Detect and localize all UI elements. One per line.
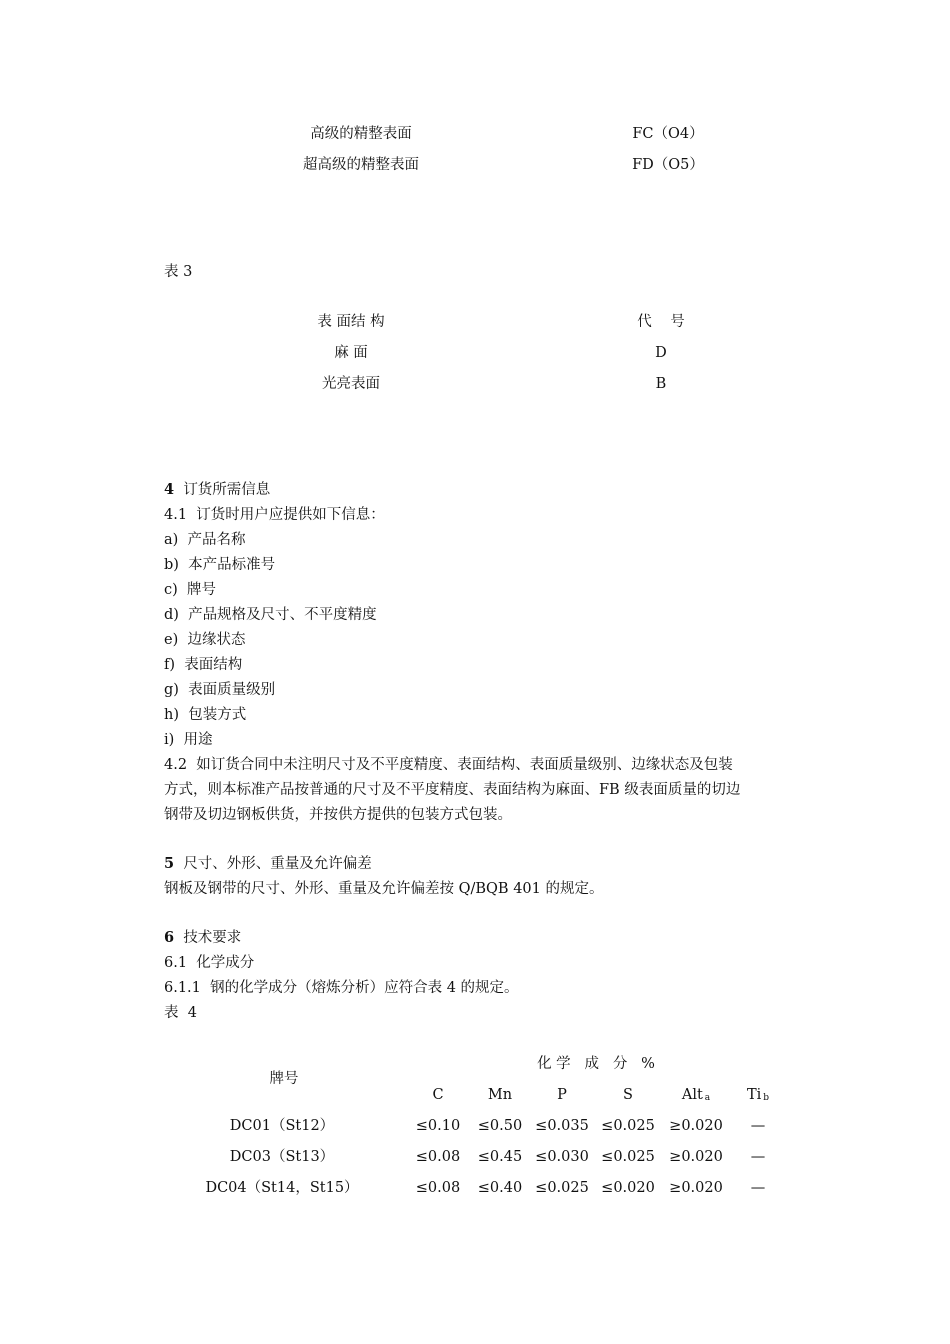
list-item: f) 表面结构 xyxy=(164,657,243,673)
section6-heading xyxy=(164,929,241,947)
clause-4-1: 4.1 订货时用户应提供如下信息： xyxy=(164,507,385,523)
table3-row-code: B xyxy=(655,376,667,392)
table-cell: ≤0.025 xyxy=(601,1149,655,1165)
list-item: h) 包装方式 xyxy=(164,707,247,723)
table-cell: — xyxy=(750,1180,766,1196)
table4-col-s: S xyxy=(623,1087,633,1103)
table-cell: — xyxy=(750,1118,766,1134)
section6-title: 技术要求 xyxy=(183,930,242,946)
section5-text: 钢板及钢带的尺寸、外形、重量及允许偏差按 Q/BQB 401 的规定。 xyxy=(164,881,604,897)
list-item: i) 用途 xyxy=(164,732,213,748)
clause-4-2-line: 方式，则本标准产品按普通的尺寸及不平度精度、表面结构为麻面、FB 级表面质量的切边 xyxy=(164,782,741,798)
table-cell: ≤0.020 xyxy=(601,1180,655,1196)
list-item: a) 产品名称 xyxy=(164,532,246,548)
list-item: d) 产品规格及尺寸、不平度精度 xyxy=(164,607,377,623)
table3-header-name: 表 面结 构 xyxy=(317,314,385,330)
clause-4-2-line: 4.2 如订货合同中未注明尺寸及不平度精度、表面结构、表面质量级别、边缘状态及包装 xyxy=(164,757,733,773)
table4-col-ti-label: Ti xyxy=(746,1087,762,1103)
table4-col-alt-label: Alt xyxy=(681,1087,703,1103)
section5-number: 5 xyxy=(164,855,175,872)
table-cell: ≥0.020 xyxy=(669,1149,723,1165)
table4-col-ti-footnote: b xyxy=(763,1093,770,1103)
clause-6-1: 6.1 化学成分 xyxy=(164,955,255,971)
table4-col-alt-footnote: a xyxy=(704,1093,711,1103)
table4-col-ti xyxy=(747,1086,769,1107)
table-cell: ≤0.40 xyxy=(477,1180,523,1196)
table3-row-code: D xyxy=(655,345,667,361)
list-item: g) 表面质量级别 xyxy=(164,682,276,698)
table4-label: 表 4 xyxy=(164,1005,197,1021)
table-cell: ≤0.50 xyxy=(477,1118,523,1134)
table2-row-code: FD（O5） xyxy=(632,157,704,173)
table4-row-grade: DC03（St13） xyxy=(229,1149,335,1165)
table-cell: ≤0.45 xyxy=(477,1149,523,1165)
table4-row-grade: DC01（St12） xyxy=(229,1118,335,1134)
section6-number: 6 xyxy=(164,929,175,946)
table-cell: ≤0.10 xyxy=(415,1118,461,1134)
clause-4-2-line: 钢带及切边钢板供货，并按供方提供的包装方式包装。 xyxy=(164,807,512,823)
table4-col-mn: Mn xyxy=(487,1087,513,1103)
list-item: c) 牌号 xyxy=(164,582,216,598)
table-cell: ≤0.030 xyxy=(535,1149,589,1165)
table4-col-c: C xyxy=(432,1087,444,1103)
list-item: e) 边缘状态 xyxy=(164,632,246,648)
table-cell: ≤0.035 xyxy=(535,1118,589,1134)
list-item: b) 本产品标准号 xyxy=(164,557,276,573)
table3-label: 表 3 xyxy=(164,264,193,280)
table-cell: ≤0.08 xyxy=(415,1180,461,1196)
table2-row-name: 超高级的精整表面 xyxy=(303,157,419,173)
section5-title: 尺寸、外形、重量及允许偏差 xyxy=(183,856,372,872)
table-cell: ≤0.025 xyxy=(601,1118,655,1134)
table4-grade-header: 牌号 xyxy=(269,1071,299,1087)
table4-chem-header: 化 学 成 分 % xyxy=(537,1056,655,1072)
table3-row-name: 麻 面 xyxy=(334,345,368,361)
table-cell: ≥0.020 xyxy=(669,1180,723,1196)
table-cell: ≥0.020 xyxy=(669,1118,723,1134)
table2-row-name: 高级的精整表面 xyxy=(310,126,412,142)
section5-heading xyxy=(164,855,372,873)
table4-row-grade: DC04（St14，St15） xyxy=(205,1180,359,1196)
table-cell: ≤0.025 xyxy=(535,1180,589,1196)
table-cell: ≤0.08 xyxy=(415,1149,461,1165)
section4-number: 4 xyxy=(164,481,175,498)
table4-col-alt xyxy=(682,1086,710,1107)
table3-row-name: 光亮表面 xyxy=(322,376,380,392)
table2-row-code: FC（O4） xyxy=(632,126,704,142)
section4-title: 订货所需信息 xyxy=(183,482,271,498)
table3-header-code: 代 号 xyxy=(637,314,685,330)
table4-col-p: P xyxy=(557,1087,567,1103)
section4-heading xyxy=(164,481,270,499)
clause-6-1-1: 6.1.1 钢的化学成分（熔炼分析）应符合表 4 的规定。 xyxy=(164,980,519,996)
table-cell: — xyxy=(750,1149,766,1165)
